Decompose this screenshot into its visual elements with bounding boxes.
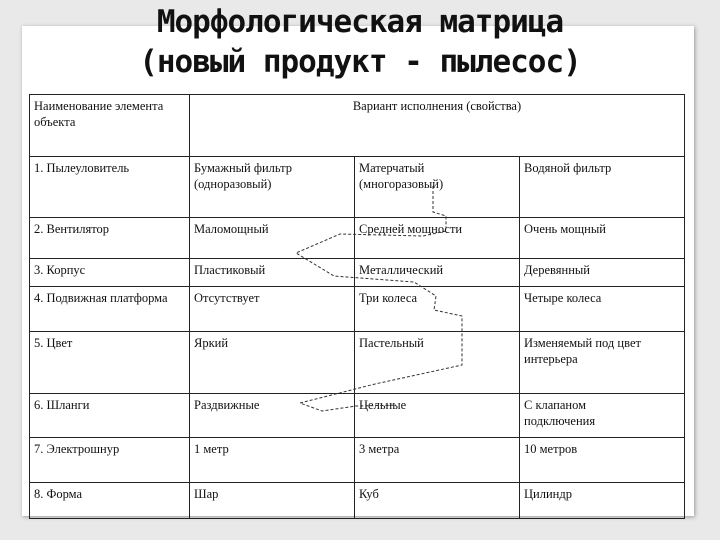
table-row xyxy=(30,394,685,438)
row-name-cell xyxy=(30,157,190,218)
row-name-cell xyxy=(30,287,190,332)
row-name: 3. Корпус xyxy=(34,263,86,277)
option-text: Изменяемый под цвет интерьера xyxy=(524,336,641,366)
option-cell xyxy=(190,332,355,394)
option-cell xyxy=(190,157,355,218)
option-cell xyxy=(355,438,520,483)
option-text: Цельные xyxy=(359,398,407,412)
row-name-cell xyxy=(30,259,190,287)
row-name: 2. Вентилятор xyxy=(34,222,110,236)
option-cell xyxy=(520,332,685,394)
option-cell xyxy=(355,332,520,394)
header-element-cell xyxy=(30,95,190,157)
option-text: 1 метр xyxy=(194,442,229,456)
header-variants-cell xyxy=(190,95,685,157)
option-cell xyxy=(190,218,355,259)
morphological-matrix-table xyxy=(29,94,685,519)
row-name-cell xyxy=(30,218,190,259)
option-text: Металлический xyxy=(359,263,444,277)
row-name: 4. Подвижная платформа xyxy=(34,291,168,305)
title-line-2: (новый продукт - пылесос) xyxy=(139,44,581,80)
row-name-cell xyxy=(30,438,190,483)
table-row xyxy=(30,218,685,259)
option-text: Деревянный xyxy=(524,263,590,277)
option-text: Четыре колеса xyxy=(524,291,602,305)
option-text: Куб xyxy=(359,487,379,501)
option-text: Раздвижные xyxy=(194,398,260,412)
row-name-cell xyxy=(30,394,190,438)
row-name-cell xyxy=(30,332,190,394)
title-line-1: Морфологическая матрица xyxy=(156,4,564,40)
option-cell xyxy=(355,259,520,287)
option-text: Бумажный фильтр (одноразовый) xyxy=(194,161,292,191)
option-cell xyxy=(355,287,520,332)
table-row xyxy=(30,332,685,394)
table-row xyxy=(30,483,685,519)
option-cell xyxy=(190,483,355,519)
option-cell xyxy=(520,259,685,287)
table-row xyxy=(30,157,685,218)
option-cell xyxy=(190,394,355,438)
option-cell xyxy=(520,287,685,332)
option-text: С клапаном подключения xyxy=(524,398,596,428)
option-cell xyxy=(520,157,685,218)
row-name: 1. Пылеуловитель xyxy=(34,161,130,175)
table-row xyxy=(30,259,685,287)
page-title xyxy=(0,2,720,82)
option-cell xyxy=(520,394,685,438)
option-text: Яркий xyxy=(194,336,229,350)
header-variants-label: Вариант исполнения (свойства) xyxy=(352,99,522,113)
option-text: Пастельный xyxy=(359,336,424,350)
option-text: Цилиндр xyxy=(524,487,572,501)
option-cell xyxy=(355,157,520,218)
option-text: Средней мощности xyxy=(359,222,463,236)
option-text: Отсутствует xyxy=(194,291,260,305)
row-name: 6. Шланги xyxy=(34,398,90,412)
option-text: 10 метров xyxy=(524,442,578,456)
option-cell xyxy=(190,287,355,332)
option-text: Три колеса xyxy=(359,291,418,305)
row-name: 5. Цвет xyxy=(34,336,73,350)
row-name: 7. Электрошнур xyxy=(34,442,120,456)
option-cell xyxy=(520,438,685,483)
option-cell xyxy=(355,483,520,519)
table-row xyxy=(30,287,685,332)
option-text: Маломощный xyxy=(194,222,269,236)
option-text: Водяной фильтр xyxy=(524,161,612,175)
table-row xyxy=(30,438,685,483)
option-text: Пластиковый xyxy=(194,263,266,277)
option-text: Очень мощный xyxy=(524,222,606,236)
option-cell xyxy=(355,394,520,438)
option-cell xyxy=(520,218,685,259)
header-element-label: Наименование элемента объекта xyxy=(34,99,164,129)
option-cell xyxy=(190,438,355,483)
option-cell xyxy=(190,259,355,287)
option-text: Матерчатый (многоразовый) xyxy=(359,161,444,191)
row-name-cell xyxy=(30,483,190,519)
header-row xyxy=(30,95,685,157)
option-cell xyxy=(355,218,520,259)
option-text: 3 метра xyxy=(359,442,400,456)
option-cell xyxy=(520,483,685,519)
option-text: Шар xyxy=(194,487,219,501)
row-name: 8. Форма xyxy=(34,487,83,501)
